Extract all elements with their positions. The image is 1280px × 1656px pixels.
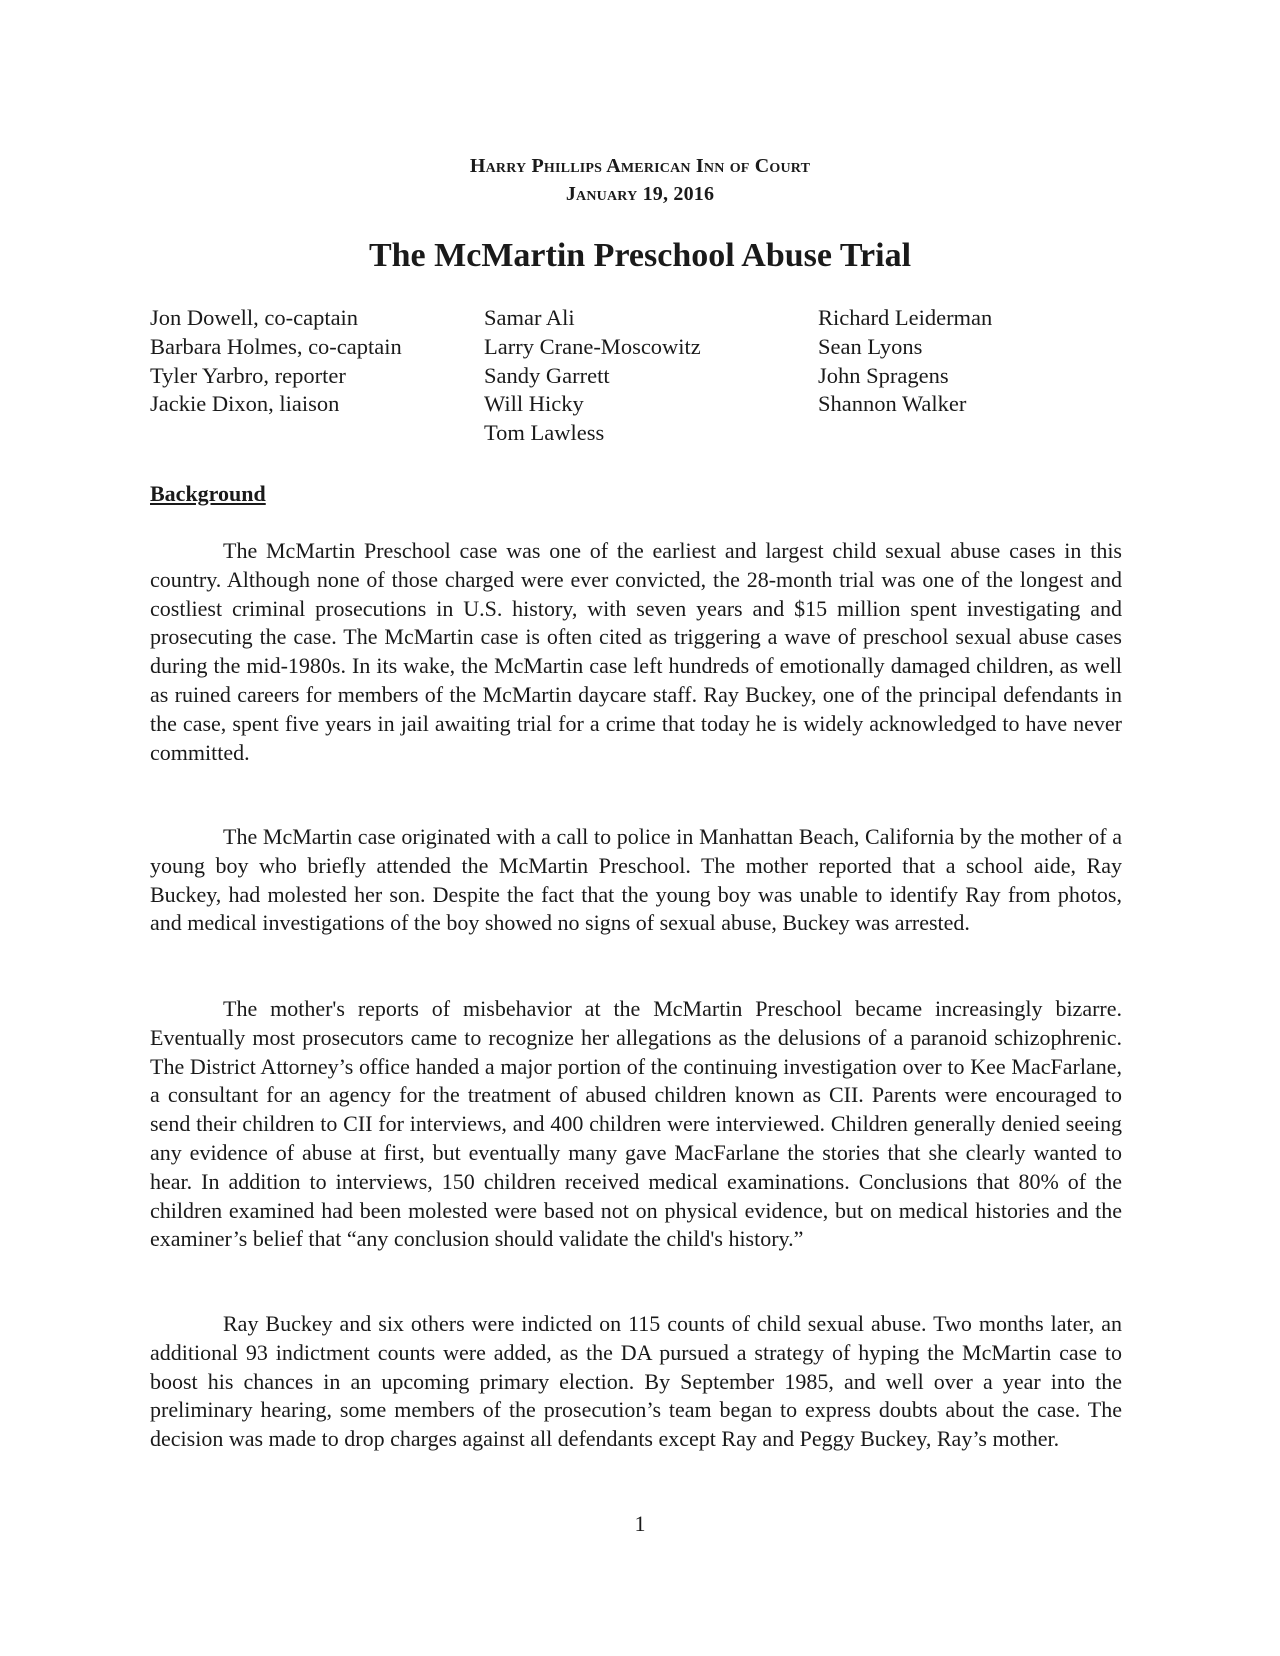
members-column-1 [150,304,402,419]
page-number: 1 [634,1511,646,1536]
member-name: Larry Crane-Moscowitz [484,333,701,359]
member-name: Tom Lawless [484,420,605,446]
member-name: Sean Lyons [818,333,923,359]
member-name: Samar Ali [484,305,575,330]
body-paragraph: Ray Buckey and six others were indicted on 115 counts of child sexual abuse. Two months later, an additional 93 indictment counts were added, as the DA pursued a strategy of hyping the McMartin case to boost his chances in an upcoming primary election. By September 1985, and well over a year into the preliminary hearing, some members of the prosecution’s team began to express doubts about the case. The decision was made to drop charges against all defendants except Ray and Peggy Buckey, Ray’s mother. [150,1311,1122,1452]
body-paragraph: The McMartin Preschool case was one of the earliest and largest child sexual abuse cases in this country. Although none of those charged were ever convicted, the 28-month trial was one of the longest and costliest criminal prosecutions in U.S. history, with seven years and $15 million spent investigating and prosecuting the case. The McMartin case is often cited as triggering a wave of preschool sexual abuse cases during the mid-1980s. In its wake, the McMartin case left hundreds of emotionally damaged children, as well as ruined careers for members of the McMartin daycare staff. Ray Buckey, one of the principal defendants in the case, spent five years in jail awaiting trial for a crime that today he is widely acknowledged to have never committed. [150,538,1122,765]
organization-name: Harry Phillips American Inn of Court [469,155,811,177]
members-column-3 [818,304,992,419]
member-name: Tyler Yarbro, reporter [150,362,346,388]
document-title: The McMartin Preschool Abuse Trial [368,237,912,274]
member-name: Barbara Holmes, co-captain [150,333,402,359]
member-name: Jon Dowell, co-captain [150,305,359,330]
body-paragraph: The McMartin case originated with a call to police in Manhattan Beach, California by the mother of a young boy who briefly attended the McMartin Preschool. The mother reported that a school aide, Ray Buckey, had molested her son. Despite the fact that the young boy was unable to identify Ray from photos, and medical investigations of the boy showed no signs of sexual abuse, Buckey was arrested. [150,824,1122,936]
section-heading: Background [150,481,266,506]
meeting-date: January 19, 2016 [565,183,715,205]
member-name: Will Hicky [484,391,584,417]
member-name: Shannon Walker [818,391,967,417]
body-paragraph: The mother's reports of misbehavior at the McMartin Preschool became increasingly bizarre. Eventually most prosecutors came to recognize her allegations as the delusions of a paranoid schizophrenic. The District Attorney’s office handed a major portion of the continuing investigation over to Kee MacFarlane, a consultant for an agency for the treatment of abused children known as CII. Parents were encouraged to send their children to CII for interviews, and 400 children were interviewed. Children generally denied seeing any evidence of abuse at first, but eventually many gave MacFarlane the stories that she clearly wanted to hear. In addition to interviews, 150 children received medical examinations. Conclusions that 80% of the children examined had been molested were based not on physical evidence, but on medical histories and the examiner’s belief that “any conclusion should validate the child's history.” [150,996,1122,1252]
members-column-2 [484,304,701,448]
member-name: Sandy Garrett [484,362,610,388]
member-name: Jackie Dixon, liaison [150,391,340,417]
member-name: John Spragens [818,362,949,388]
member-name: Richard Leiderman [818,305,993,330]
